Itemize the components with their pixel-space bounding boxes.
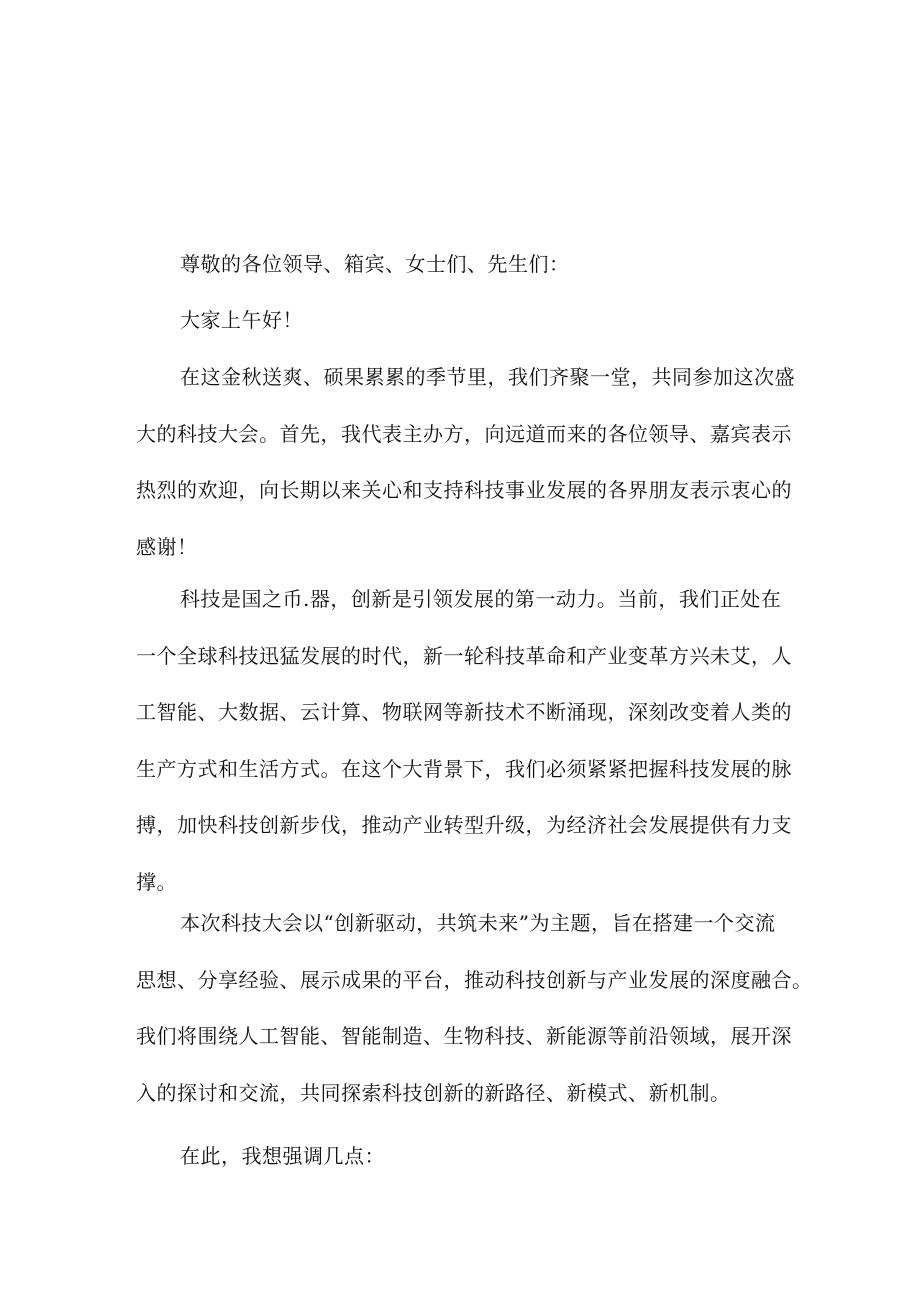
salutation-text: 大家上午好！ bbox=[180, 308, 303, 332]
closing-intro-text: 在此，我想强调几点： bbox=[180, 1144, 385, 1168]
paragraph-line: 思想、分享经验、展示成果的平台，推动科技创新与产业发展的深度融合。 bbox=[136, 967, 813, 992]
paragraph-line: 生产方式和生活方式。在这个大背景下，我们必须紧紧把握科技发展的脉 bbox=[136, 756, 792, 781]
greeting-text: 尊敬的各位领导、箱宾、女士们、先生们： bbox=[180, 252, 570, 276]
paragraph-line: 工智能、大数据、云计算、物联网等新技术不断涌现，深刻改变着人类的 bbox=[136, 700, 792, 724]
paragraph-line: 撑。 bbox=[136, 869, 177, 894]
paragraph-line: 在这金秋送爽、硕果累累的季节里，我们齐聚一堂，共同参加这次盛 bbox=[180, 365, 795, 389]
closing-intro-line bbox=[136, 1128, 796, 1185]
salutation-line bbox=[136, 292, 796, 349]
greeting-line bbox=[136, 236, 796, 293]
paragraph-line: 搏，加快科技创新步伐，推动产业转型升级，为经济社会发展提供有力支 bbox=[136, 813, 792, 837]
paragraph-technology bbox=[136, 571, 796, 910]
paragraph-conference-theme bbox=[136, 895, 813, 1121]
paragraph-line: 热烈的欢迎，向长期以来关心和支持科技事业发展的各界朋友表示衷心的 bbox=[136, 478, 792, 502]
paragraph-line: 本次科技大会以“创新驱动，共筑未来”为主题，旨在搭建一个交流 bbox=[180, 911, 776, 935]
paragraph-welcome bbox=[136, 349, 796, 575]
paragraph-line: 一个全球科技迅猛发展的时代，新一轮科技革命和产业变革方兴未艾，人 bbox=[136, 643, 792, 668]
paragraph-line: 入的探讨和交流，共同探索科技创新的新路径、新模式、新机制。 bbox=[136, 1080, 731, 1105]
paragraph-line: 科技是国之币.器，创新是引领发展的第一动力。当前，我们正处在 bbox=[180, 587, 782, 611]
paragraph-line: 感谢！ bbox=[136, 534, 198, 559]
paragraph-line: 大的科技大会。首先，我代表主办方，向远道而来的各位领导、嘉宾表示 bbox=[136, 421, 792, 446]
paragraph-line: 我们将围绕人工智能、智能制造、生物科技、新能源等前沿领域，展开深 bbox=[136, 1024, 792, 1048]
